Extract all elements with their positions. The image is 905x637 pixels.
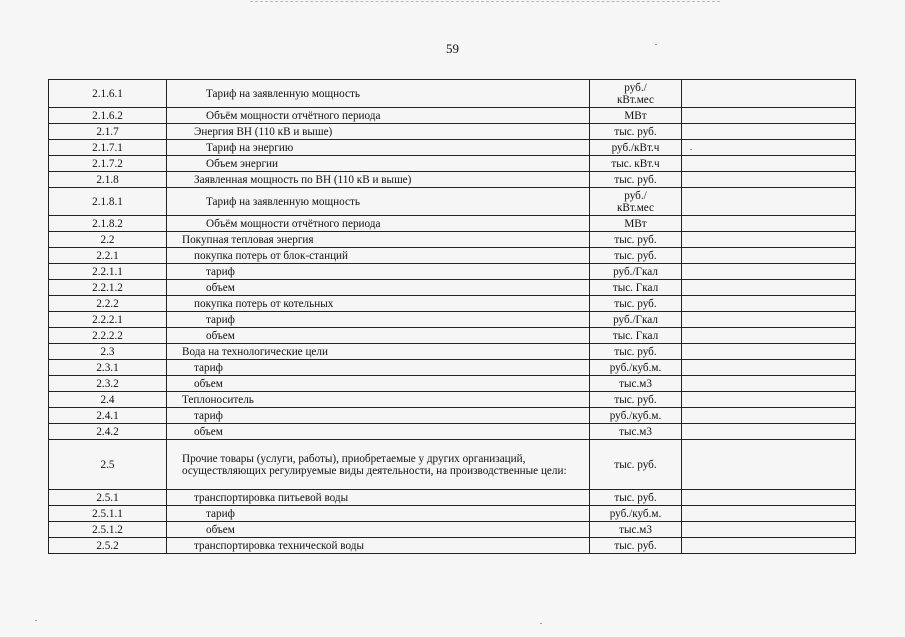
row-value-cell: [682, 344, 856, 360]
tariff-table: [48, 79, 856, 554]
row-name: Заявленная мощность по ВН (110 кВ и выше): [167, 172, 590, 188]
row-value-cell: [682, 280, 856, 296]
row-value-cell: [682, 232, 856, 248]
table-row: [49, 296, 856, 312]
row-unit: тыс.м3: [590, 376, 682, 392]
row-value-cell: [682, 108, 856, 124]
table-row: [49, 108, 856, 124]
row-name: Объем энергии: [167, 156, 590, 172]
table-row: [49, 506, 856, 522]
row-name: Объём мощности отчётного периода: [167, 108, 590, 124]
row-name: тариф: [167, 408, 590, 424]
row-code: 2.2.2.2: [49, 328, 167, 344]
row-name: Вода на технологические цели: [167, 344, 590, 360]
row-unit: МВт: [590, 108, 682, 124]
row-name: Прочие товары (услуги, работы), приобретаемые у других организаций, осуществляющих регулируемые виды деятельности, на производственные цели:: [167, 440, 590, 490]
row-name: Тариф на энергию: [167, 140, 590, 156]
row-value-cell: [682, 140, 856, 156]
row-name: тариф: [167, 312, 590, 328]
row-code: 2.1.8: [49, 172, 167, 188]
row-code: 2.2: [49, 232, 167, 248]
row-code: 2.1.7.1: [49, 140, 167, 156]
row-value-cell: [682, 156, 856, 172]
table-row: [49, 280, 856, 296]
row-unit: тыс. руб.: [590, 392, 682, 408]
row-unit: тыс. руб.: [590, 248, 682, 264]
row-value-cell: [682, 264, 856, 280]
table-row: [49, 344, 856, 360]
row-code: 2.2.1: [49, 248, 167, 264]
scan-speck: [35, 620, 37, 621]
row-unit: тыс. руб.: [590, 490, 682, 506]
row-code: 2.2.2: [49, 296, 167, 312]
row-unit: руб./куб.м.: [590, 506, 682, 522]
row-code: 2.5.1: [49, 490, 167, 506]
row-value-cell: [682, 296, 856, 312]
table-row: [49, 264, 856, 280]
row-name: объем: [167, 522, 590, 538]
row-code: 2.5.1.1: [49, 506, 167, 522]
row-code: 2.5.2: [49, 538, 167, 554]
row-value-cell: [682, 522, 856, 538]
row-name: Энергия ВН (110 кВ и выше): [167, 124, 590, 140]
row-code: 2.1.6.1: [49, 80, 167, 108]
row-value-cell: [682, 506, 856, 522]
row-value-cell: [682, 424, 856, 440]
row-code: 2.1.8.2: [49, 216, 167, 232]
row-code: 2.3.2: [49, 376, 167, 392]
row-value-cell: [682, 248, 856, 264]
row-unit: тыс. Гкал: [590, 328, 682, 344]
row-name: Тариф на заявленную мощность: [167, 188, 590, 216]
row-unit: МВт: [590, 216, 682, 232]
row-unit: тыс. руб.: [590, 296, 682, 312]
row-value-cell: [682, 376, 856, 392]
row-value-cell: [682, 490, 856, 506]
row-unit: руб./куб.м.: [590, 408, 682, 424]
row-value-cell: [682, 392, 856, 408]
row-code: 2.5.1.2: [49, 522, 167, 538]
table-row: [49, 490, 856, 506]
row-code: 2.2.1.2: [49, 280, 167, 296]
row-unit: тыс. руб.: [590, 172, 682, 188]
row-unit: тыс. руб.: [590, 440, 682, 490]
table-row: [49, 360, 856, 376]
row-code: 2.5: [49, 440, 167, 490]
row-code: 2.1.7.2: [49, 156, 167, 172]
row-name: покупка потерь от блок-станций: [167, 248, 590, 264]
table-row: [49, 232, 856, 248]
row-unit: тыс. Гкал: [590, 280, 682, 296]
row-unit: руб./ кВт.мес: [590, 188, 682, 216]
scan-speck: [540, 623, 542, 624]
scan-speck: [655, 44, 657, 45]
row-value-cell: [682, 538, 856, 554]
row-unit: тыс. кВт.ч: [590, 156, 682, 172]
table-row: [49, 538, 856, 554]
row-code: 2.1.6.2: [49, 108, 167, 124]
row-code: 2.1.7: [49, 124, 167, 140]
row-name: Покупная тепловая энергия: [167, 232, 590, 248]
row-value-cell: [682, 172, 856, 188]
row-unit: тыс. руб.: [590, 124, 682, 140]
row-name: объем: [167, 376, 590, 392]
row-name: объем: [167, 280, 590, 296]
row-name: транспортировка технической воды: [167, 538, 590, 554]
table-row: [49, 216, 856, 232]
row-value-cell: [682, 408, 856, 424]
row-unit: тыс. руб.: [590, 232, 682, 248]
row-unit: руб./Гкал: [590, 312, 682, 328]
row-name: покупка потерь от котельных: [167, 296, 590, 312]
row-code: 2.1.8.1: [49, 188, 167, 216]
table-row: [49, 328, 856, 344]
row-name: объем: [167, 424, 590, 440]
row-code: 2.3: [49, 344, 167, 360]
row-code: 2.4.2: [49, 424, 167, 440]
table-row: [49, 188, 856, 216]
row-value-cell: [682, 328, 856, 344]
row-unit: тыс.м3: [590, 424, 682, 440]
row-value-cell: [682, 360, 856, 376]
table-body: [49, 80, 856, 554]
row-value-cell: [682, 440, 856, 490]
row-value-cell: [682, 312, 856, 328]
table-row: [49, 424, 856, 440]
table-row: [49, 312, 856, 328]
row-name: Теплоноситель: [167, 392, 590, 408]
row-unit: руб./куб.м.: [590, 360, 682, 376]
table-row: [49, 522, 856, 538]
table-row: [49, 392, 856, 408]
table-row: [49, 172, 856, 188]
row-value-cell: [682, 80, 856, 108]
row-code: 2.2.2.1: [49, 312, 167, 328]
row-unit: руб./ кВт.мес: [590, 80, 682, 108]
row-value-cell: [682, 188, 856, 216]
table-row: [49, 408, 856, 424]
table-row: [49, 248, 856, 264]
row-code: 2.4: [49, 392, 167, 408]
table-row: [49, 80, 856, 108]
row-code: 2.3.1: [49, 360, 167, 376]
row-name: тариф: [167, 360, 590, 376]
table-row: [49, 140, 856, 156]
scan-speck: [690, 149, 692, 150]
table-row: [49, 156, 856, 172]
row-unit: тыс.м3: [590, 522, 682, 538]
row-value-cell: [682, 124, 856, 140]
row-name: транспортировка питьевой воды: [167, 490, 590, 506]
row-unit: руб./кВт.ч: [590, 140, 682, 156]
table-row: [49, 376, 856, 392]
row-unit: тыс. руб.: [590, 344, 682, 360]
row-code: 2.2.1.1: [49, 264, 167, 280]
row-value-cell: [682, 216, 856, 232]
row-name: тариф: [167, 506, 590, 522]
row-name: объем: [167, 328, 590, 344]
row-name: Тариф на заявленную мощность: [167, 80, 590, 108]
table-row: [49, 124, 856, 140]
scan-edge-line: [250, 1, 720, 2]
row-unit: тыс. руб.: [590, 538, 682, 554]
row-name: тариф: [167, 264, 590, 280]
table-row: [49, 440, 856, 490]
row-unit: руб./Гкал: [590, 264, 682, 280]
page-number: 59: [446, 41, 459, 56]
row-code: 2.4.1: [49, 408, 167, 424]
row-name: Объём мощности отчётного периода: [167, 216, 590, 232]
